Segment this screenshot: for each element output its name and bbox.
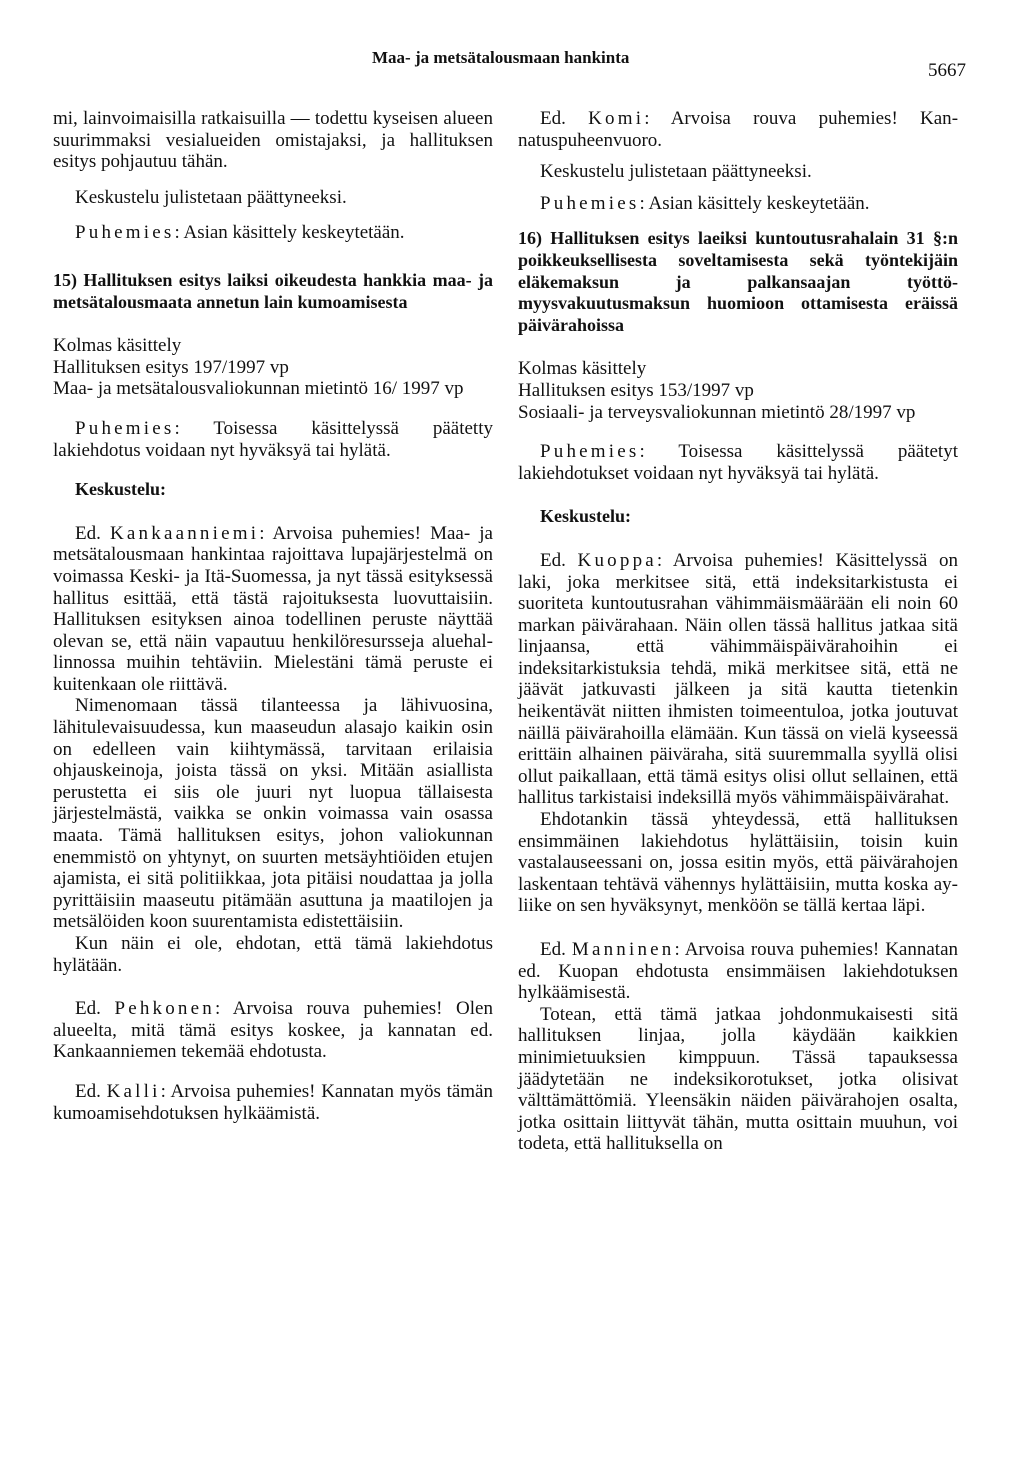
speech-kalli (53, 1081, 493, 1124)
speech-text: : Arvoisa puhemies! Käsittelyssä on laki, joka merkitsee sitä, että indeksitarkistusta ei suoriteta kuntoutusrahan vähimmäismäärään eli noin 60 markan päivärahaan. Näin ollen tässä hallitus jatkaa sitä linjaansa, että vähimmäispäivärahoihin ei indeksitarkistuksia tehdä, mikä merkitsee sitä, että ne jäävät jatkuvasti jälkeen ja sitä kautta tietenkin heikentävät niitten ihmisten toimeentuloa, jotka joutuvat näillä päivärahoilla elämään. Kun tässä on vielä kyseessä erittäin alhainen päiväraha, sitä suuremmalla syyllä olisi ollut paikallaan, että tämä esitys olisi ollut sellainen, että hallitus tarkistaisi indeksillä myös vähimmäispäivärahat. (518, 549, 958, 809)
speaker-prefix: Ed. (540, 108, 566, 129)
debate-heading: Keskustelu: (75, 479, 167, 500)
speaker-name: Puhemies (540, 192, 640, 214)
speech-text: : Arvoisa rouva puhemies! Kannatuspuheenvuoro. (518, 108, 959, 151)
discussion-closed: Keskustelu julistetaan päättyneeksi. (540, 161, 812, 183)
chair-statement-2 (518, 441, 958, 484)
speech-paragraph: Ehdotankin tässä yhteydessä, että hallituksen ensimmäinen lakiehdotus hylättäisiin, toisin kuin vastalauseessani on, jossa esitin myös, että päivärahojen laskentaan tehtävä vähennys hylättäisiin, mutta koska ay-liike on sen hyväksynyt, menköön se tällä kertaa läpi. (518, 809, 958, 917)
right-column (518, 108, 958, 1155)
speech-paragraph: Totean, että tämä jatkaa johdonmukaisesti sitä hallituksen linjaa, jolla käydään kaikkien minimietuuksien kimppuun. Tässä tapauksessa jäädytetään ne indeksikorotukset, jotka olisivat välttämättömiä. Yleensäkin näiden päivärahojen osalta, jotka osittain liittyvät tähän, mutta osittain muuhun, voi todeta, että hallituksella on (518, 1003, 958, 1155)
speaker-name: Puhemies (75, 417, 175, 439)
chair-statement (518, 193, 958, 215)
speech-kuoppa (518, 550, 958, 809)
speaker-name: Kuoppa (577, 549, 657, 571)
speech-kankaanniemi (53, 523, 493, 696)
speech-manninen (518, 939, 958, 1004)
statement-text: : Toisessa käsittelyssä päätetyt lakiehdotukset voidaan nyt hyväksyä tai hylätä. (518, 441, 958, 484)
debate-heading: Keskustelu: (540, 506, 632, 527)
speech-pehkonen (53, 998, 493, 1063)
reading-label: Kolmas käsittely (53, 335, 182, 357)
agenda-item-title: 15) Hallituksen esitys laiksi oikeudesta hankkia maa- ja metsätalousmaata annetun lain kumoamisesta (53, 269, 493, 312)
statement-text: : Asian käsittely keskeytetään. (639, 192, 870, 214)
speech-paragraph: Kun näin ei ole, ehdotan, että tämä lakiehdotus hylätään. (53, 933, 493, 976)
speaker-name: Kalli (106, 1080, 161, 1102)
chair-statement-2 (53, 418, 493, 461)
speaker-name: Manninen (571, 939, 675, 960)
speech-text: : Arvoisa puhemies! Kannatan myös tämän kumoamisehdotuksen hylkäämistä. (53, 1080, 493, 1124)
speech-text: : Arvoisa rouva puhemies! Olen alueelta, mitä tämä esitys koskee, ja kannatan ed. Kankaanniemen tekemää ehdotusta. (53, 998, 493, 1063)
speech-paragraph: Nimenomaan tässä tilanteessa ja lähivuosina, lähitulevaisuudessa, kun maaseudun alasajo kaikin osin on edelleen vain kiihtymässä, tarvitaan erilaisia ohjauskeinoja, joista tässä on yksi. Mitään asiallista perustetta ei siis ole juuri nyt luopua tällaisesta järjestelmästä, vaikka se onkin voimassa vain osassa maata. Tämä hallituksen esitys, johon valiokunnan enemmistö on yhtynyt, on suurten metsäyhtiöiden etujen ajamista, ei sitä politiikkaa, jota pitäisi noudattaa ja jolla pyrittäisiin maaseutu pitämään asuttuna ja maatilojen ja metsälöiden koon suurentamista edistettäisiin. (53, 695, 493, 933)
speaker-prefix: Ed. (75, 522, 101, 544)
speaker-prefix: Ed. (540, 939, 566, 960)
chair-statement (53, 222, 493, 244)
bill-reference: Hallituksen esitys 153/1997 vp (518, 379, 754, 401)
page-number: 5667 (928, 60, 966, 81)
left-column (53, 108, 493, 1124)
committee-report: Sosiaali- ja terveysvaliokunnan mietintö 28/1997 vp (518, 401, 916, 423)
running-title: Maa- ja metsätalousmaan hankinta (372, 48, 630, 67)
speaker-name: Kankaanniemi (109, 522, 260, 544)
speech-text: : Arvoisa puhemies! Maa- ja metsätalousmaan hankintaa rajoittava lupajärjestelmä on voimassa Keski- ja Itä-Suomessa, ja nyt tässä esityksessä hallitus esittää, että tästä rajoituksesta luovuttaisiin. Hallituksen esityksen ainoa todellinen peruste näyttää olevan se, että näin vapautuu henkilöresursseja aluehallinnossa muihin tehtäviin. Mielestäni tämä peruste ei kuitenkaan ole riittävä. (53, 522, 493, 695)
statement-text: : Toisessa käsittelyssä päätetty lakiehdotus voidaan nyt hyväksyä tai hylätä. (53, 417, 493, 461)
statement-text: : Asian käsittely keskeytetään. (174, 222, 405, 244)
speaker-prefix: Ed. (75, 998, 101, 1020)
bill-reference: Hallituksen esitys 197/1997 vp (53, 356, 289, 378)
paragraph-continued: mi, lainvoimaisilla ratkaisuilla — todettu kyseisen alueen suurimmaksi vesialueiden omistajaksi, ja hallituksen esitys pohjautuu tähän. (53, 108, 493, 173)
speech-text: : Arvoisa rouva puhemies! Kannatan ed. Kuopan ehdotusta ensimmäisen lakiehdotuksen hylkäämisestä. (518, 939, 958, 1004)
speaker-name: Puhemies (540, 441, 640, 463)
speaker-name: Komi (588, 108, 645, 129)
speaker-name: Pehkonen (114, 998, 215, 1020)
speech-komi (518, 108, 958, 151)
speaker-prefix: Ed. (540, 549, 566, 571)
speaker-name: Puhemies (75, 222, 175, 244)
speaker-prefix: Ed. (75, 1080, 101, 1102)
agenda-item-title: 16) Hallituksen esitys laeiksi kuntoutusrahalain 31 §:n poikkeuksellisesta soveltamisesta sekä työntekijäin eläkemaksun ja palkansaajan työttömyysvakuutusmaksun huomioon ottamisesta eräissä päivärahoissa (518, 228, 958, 335)
page-header (0, 48, 1024, 81)
committee-report: Maa- ja metsätalousvaliokunnan mietintö 16/ 1997 vp (53, 378, 464, 400)
discussion-closed: Keskustelu julistetaan päättyneeksi. (75, 186, 347, 208)
reading-label: Kolmas käsittely (518, 358, 647, 380)
